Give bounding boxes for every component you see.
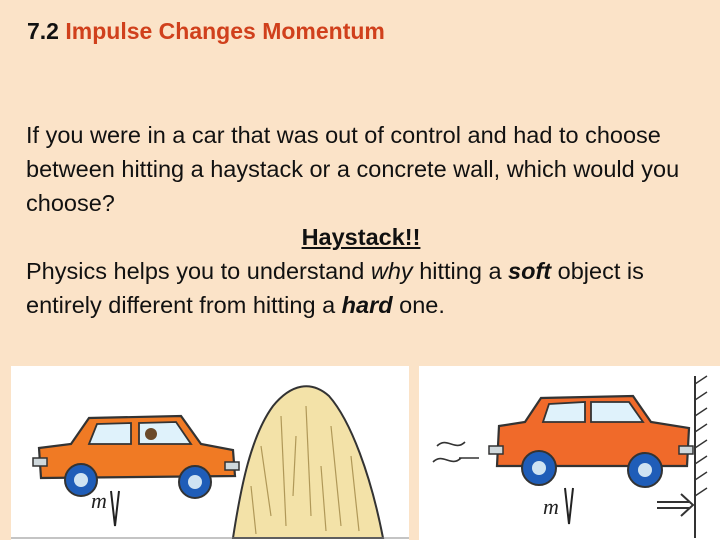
physics-part4: one. [392,292,445,318]
mass-label-right: m [543,494,559,519]
physics-part1: Physics helps you to understand [26,258,371,284]
concrete-wall [695,376,707,538]
physics-hard: hard [341,292,393,318]
physics-explanation [26,254,696,322]
title-text: Impulse Changes Momentum [65,18,385,44]
physics-why: why [370,258,413,284]
physics-part3: object is entirely different from hitting a [26,258,644,318]
body-text [26,118,696,322]
answer-text: Haystack!! [301,224,421,250]
mass-label-left: m [91,488,107,513]
haystack-scene [11,366,409,540]
title-number: 7.2 [27,18,59,44]
direction-arrow-icon [657,494,693,516]
physics-part2: hitting a [412,258,509,284]
orange-car-right [489,396,693,487]
wall-scene [419,366,720,540]
haystack-illustration [11,366,409,540]
page-title [27,18,385,45]
physics-soft: soft [508,258,552,284]
orange-car-left [33,416,239,498]
wall-illustration [419,366,720,540]
question-text: If you were in a car that was out of control and had to choose between hitting a haystack or a concrete wall, which would you choose? [26,122,680,216]
